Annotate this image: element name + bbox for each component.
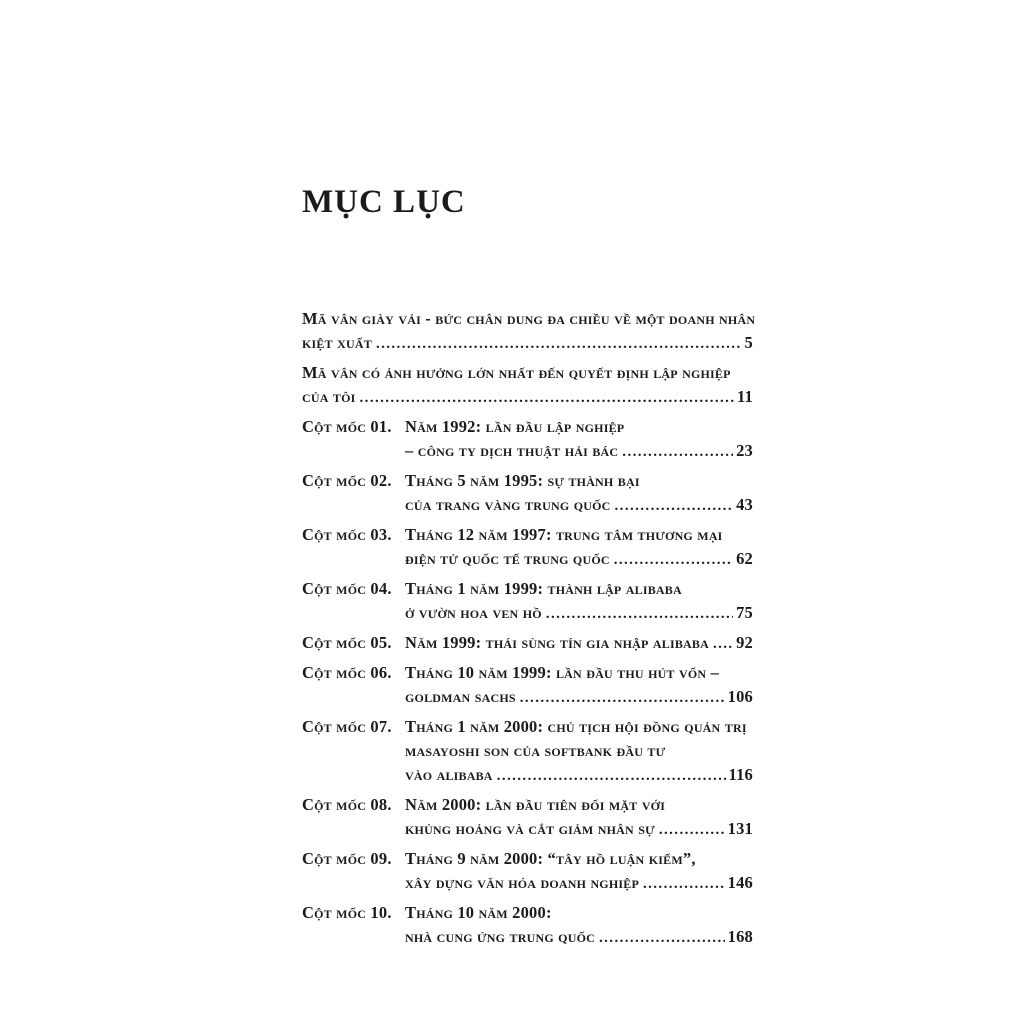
entry-label: Cột mốc 08. (302, 795, 392, 814)
entry-line (405, 685, 753, 710)
dot-leader (713, 631, 733, 656)
page-number: 116 (728, 765, 753, 784)
dot-leader (615, 493, 734, 518)
entry-label: Cột mốc 07. (302, 717, 392, 736)
entry-line: Mã vân giày vải - bức chân dung đa chiều về một doanh nhân (302, 309, 756, 328)
toc-entry (302, 469, 753, 518)
toc-entry (302, 361, 753, 410)
toc-entry (302, 631, 753, 656)
entry-line: Năm 1992: lần đầu lập nghiệp (405, 417, 625, 436)
dot-leader (497, 763, 726, 788)
entry-line: masayoshi son của softbank đầu tư (405, 741, 666, 760)
toc-entry (302, 847, 753, 896)
dot-leader (659, 817, 725, 842)
entry-line (405, 871, 753, 896)
page-number: 43 (736, 495, 753, 514)
entry-line (405, 493, 753, 518)
entry-line-text: của trang vàng trung quốc (405, 495, 611, 514)
toc-entry (302, 715, 753, 788)
entry-line: Tháng 9 năm 2000: “tây hồ luận kiếm”, (405, 849, 696, 868)
page-number: 62 (736, 549, 753, 568)
entry-content (405, 523, 753, 572)
entry-label: Cột mốc 06. (302, 663, 392, 682)
entry-line-text: khủng hoảng và cắt giảm nhân sự (405, 819, 655, 838)
entry-line (405, 439, 753, 464)
page-number: 168 (727, 927, 753, 946)
page-number: 131 (727, 819, 753, 838)
dot-leader (546, 601, 733, 626)
toc-entry (302, 307, 756, 356)
toc-entry (302, 793, 753, 842)
page-number: 5 (744, 333, 753, 352)
entry-line (405, 763, 753, 788)
entry-line-text: nhà cung ứng trung quốc (405, 927, 595, 946)
entry-label: Cột mốc 02. (302, 471, 392, 490)
entry-label: Cột mốc 04. (302, 579, 392, 598)
entry-content (405, 415, 753, 464)
entry-content (405, 715, 753, 788)
entry-line-text: vào alibaba (405, 765, 493, 784)
entry-line-text: kiệt xuất (302, 333, 372, 352)
entry-content (405, 793, 753, 842)
entry-line: Tháng 1 năm 2000: chủ tịch hội đồng quản trị (405, 717, 747, 736)
entry-line-text: goldman sachs (405, 687, 516, 706)
toc-entry (302, 901, 753, 950)
entry-content (405, 901, 753, 950)
dot-leader (360, 385, 734, 410)
dot-leader (614, 547, 733, 572)
page-number: 23 (736, 441, 753, 460)
entry-label: Cột mốc 09. (302, 849, 392, 868)
entry-content (302, 307, 756, 356)
entry-line-text: của tôi (302, 387, 356, 406)
toc-entry (302, 661, 753, 710)
dot-leader (520, 685, 725, 710)
toc-entry (302, 577, 753, 626)
dot-leader (622, 439, 733, 464)
entry-content (405, 661, 753, 710)
entry-line-text: điện tử quốc tế trung quốc (405, 549, 610, 568)
entry-line: Mã vân có ảnh hưởng lớn nhất đến quyết định lập nghiệp (302, 363, 731, 382)
toc-entry (302, 415, 753, 464)
toc-entry (302, 523, 753, 572)
page-number: 146 (727, 873, 753, 892)
page-number: 106 (727, 687, 753, 706)
entry-line: Tháng 1 năm 1999: thành lập alibaba (405, 579, 682, 598)
page-number: 92 (736, 633, 753, 652)
entry-label: Cột mốc 05. (302, 633, 392, 652)
entry-line: Năm 2000: lần đầu tiên đối mặt với (405, 795, 666, 814)
entry-line: Tháng 10 năm 1999: lần đầu thu hút vốn – (405, 663, 720, 682)
entry-label: Cột mốc 03. (302, 525, 392, 544)
dot-leader (376, 331, 742, 356)
entry-line (405, 631, 753, 656)
dot-leader (643, 871, 725, 896)
entry-line: Tháng 5 năm 1995: sự thành bại (405, 471, 640, 490)
entry-line (302, 331, 753, 356)
entry-content (405, 469, 753, 518)
entry-line (405, 925, 753, 950)
entry-line (405, 817, 753, 842)
toc-entries (302, 307, 756, 950)
entry-content (405, 631, 753, 656)
entry-line-text: ở vườn hoa ven hồ (405, 603, 542, 622)
page-number: 11 (737, 387, 753, 406)
entry-line: Tháng 12 năm 1997: trung tâm thương mại (405, 525, 723, 544)
entry-line (405, 601, 753, 626)
entry-label: Cột mốc 01. (302, 417, 392, 436)
entry-line-text: – công ty dịch thuật hải bác (405, 441, 619, 460)
dot-leader (599, 925, 725, 950)
entry-label: Cột mốc 10. (302, 903, 392, 922)
entry-line-text: Năm 1999: thái sùng tín gia nhập alibaba (405, 633, 709, 652)
entry-content (405, 577, 753, 626)
entry-line (405, 547, 753, 572)
entry-content (302, 361, 753, 410)
entry-line: Tháng 10 năm 2000: (405, 903, 552, 922)
entry-line-text: xây dựng văn hóa doanh nghiệp (405, 873, 639, 892)
page-number: 75 (736, 603, 753, 622)
entry-content (405, 847, 753, 896)
entry-line (302, 385, 753, 410)
page-title: MỤC LỤC (302, 184, 466, 220)
